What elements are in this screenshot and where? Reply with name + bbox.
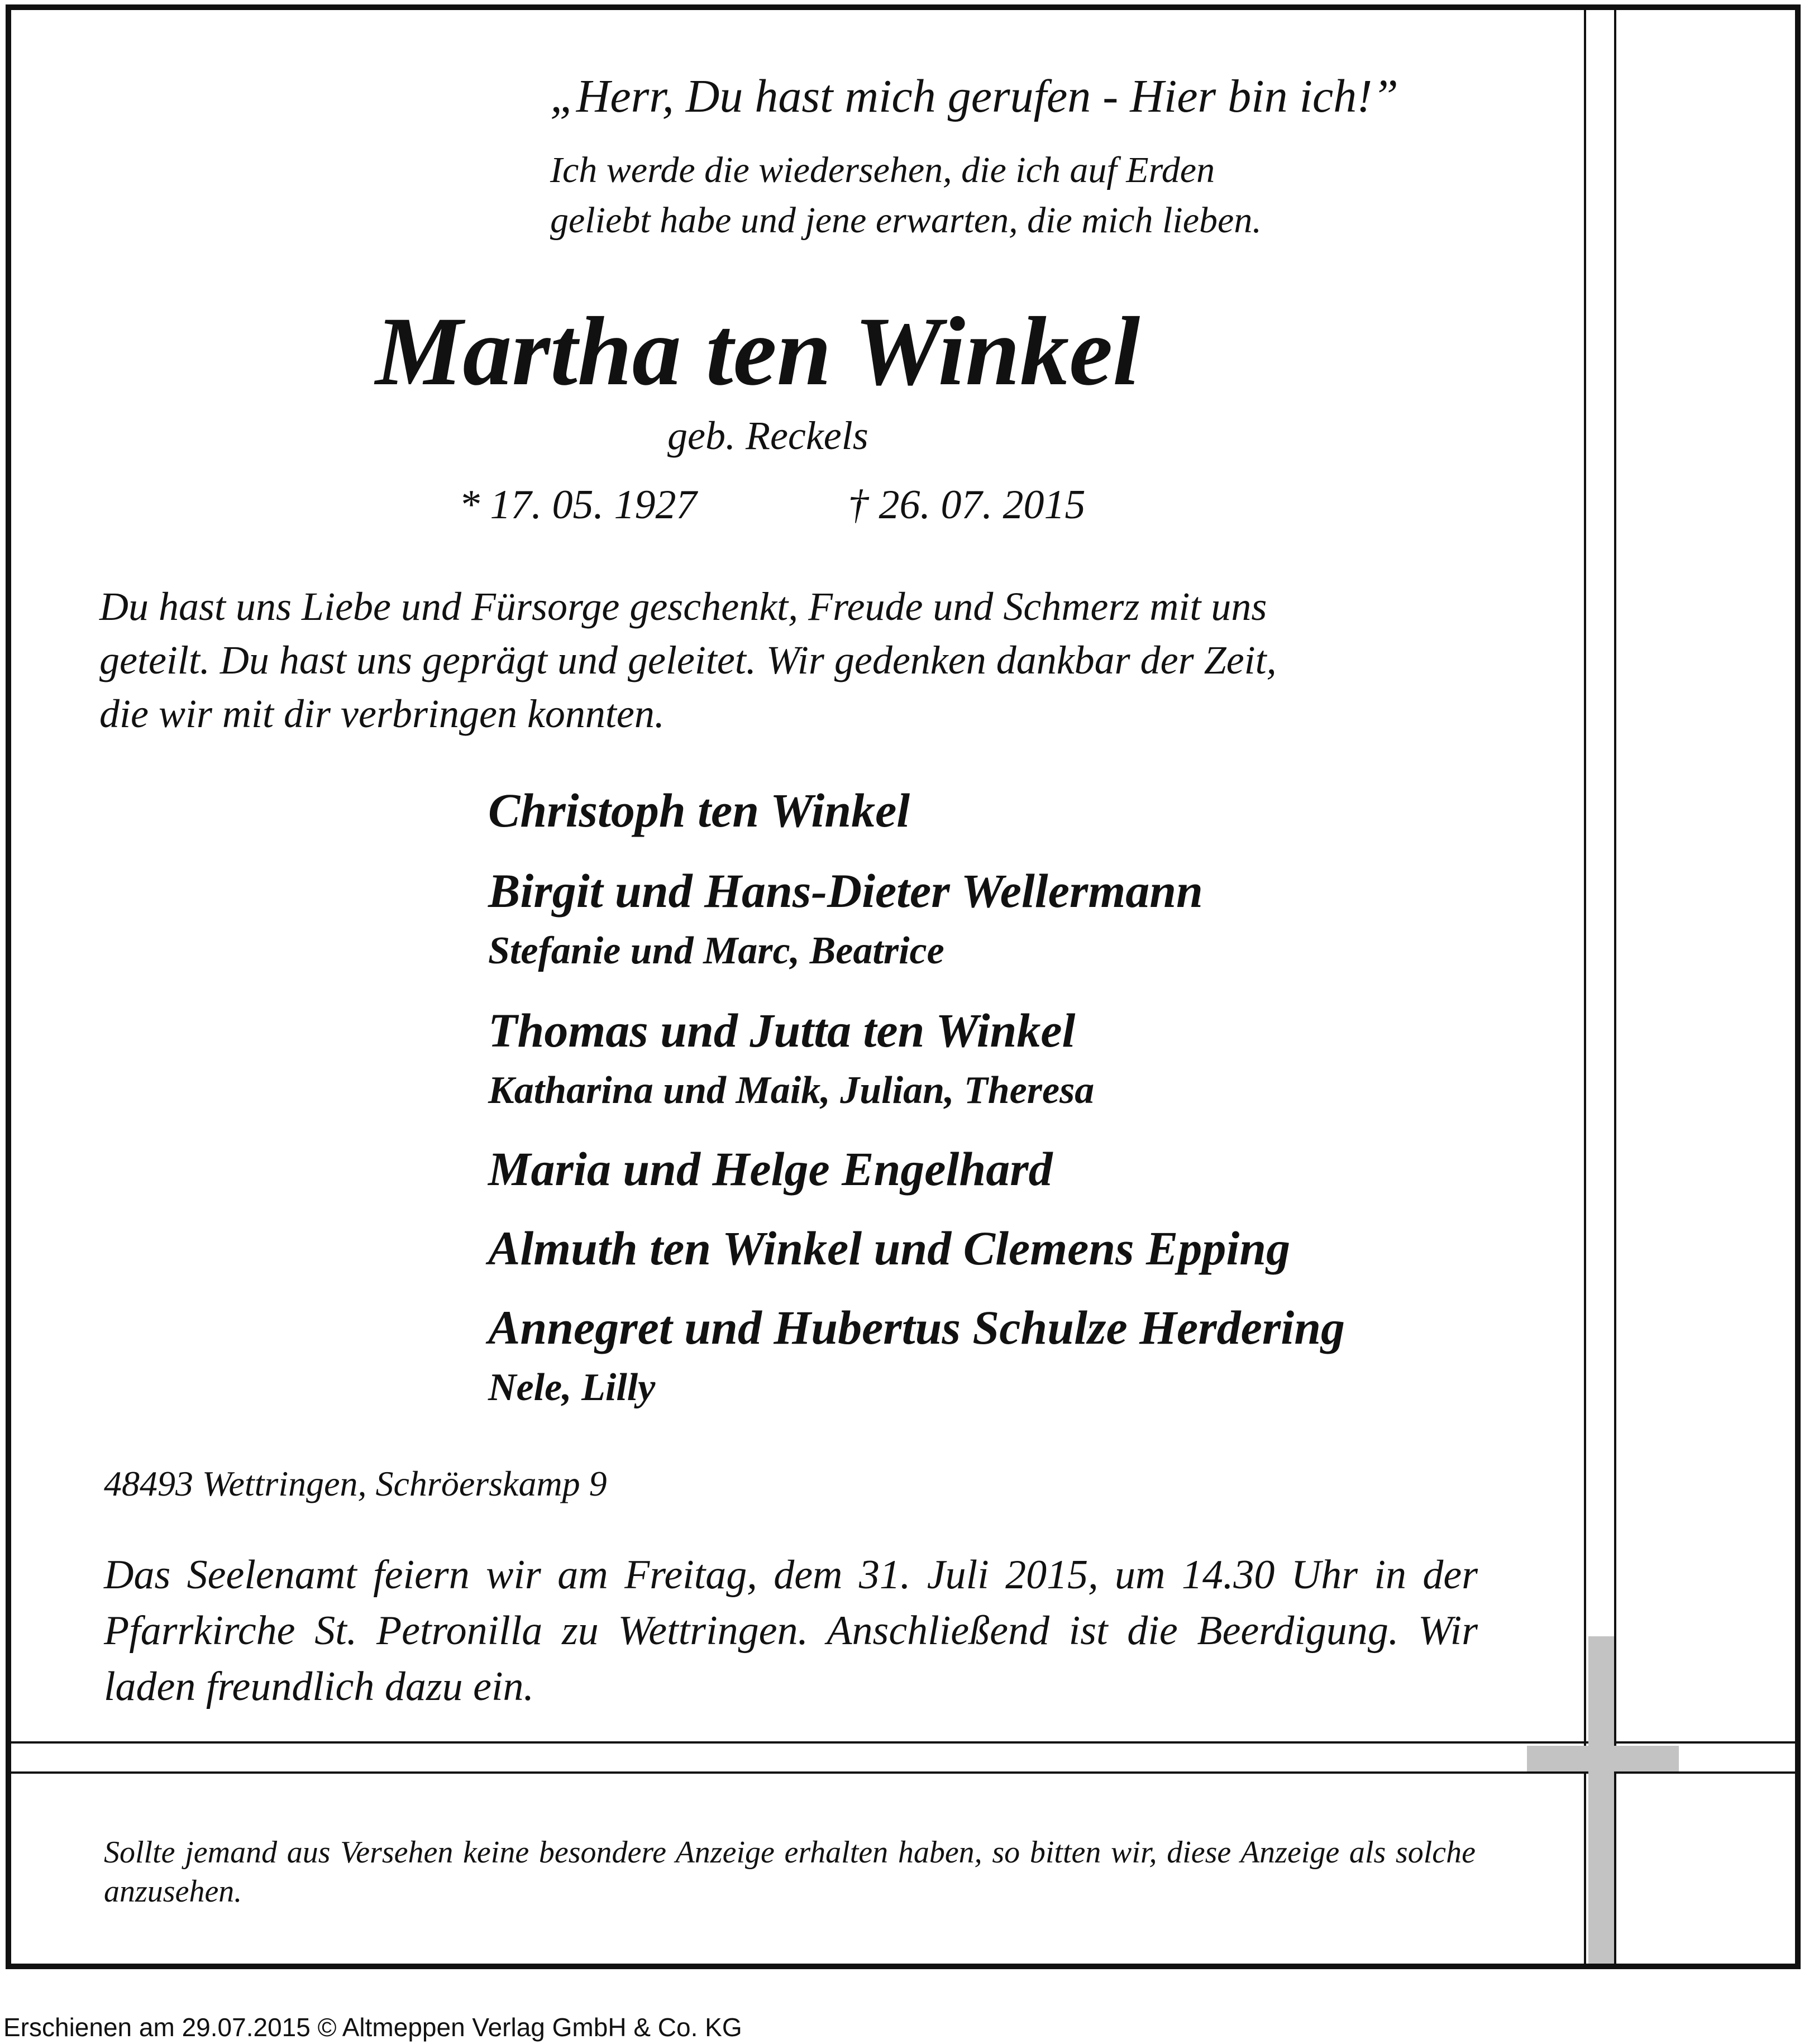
horizontal-divider-upper xyxy=(11,1741,1795,1744)
family-member-line: Thomas und Jutta ten Winkel xyxy=(488,1004,1076,1057)
bible-quote: „Herr, Du hast mich gerufen - Hier bin ich!” xyxy=(550,70,1398,122)
family-address: 48493 Wettringen, Schröerskamp 9 xyxy=(104,1464,607,1503)
birth-name: geb. Reckels xyxy=(667,413,868,458)
family-member-line: Annegret und Hubertus Schulze Herdering xyxy=(488,1301,1345,1354)
family-grandchildren-line: Katharina und Maik, Julian, Theresa xyxy=(488,1069,1095,1112)
cross-icon-vertical-beam xyxy=(1588,1636,1614,1964)
death-date: † 26. 07. 2015 xyxy=(848,482,1086,528)
family-member-line: Almuth ten Winkel und Clemens Epping xyxy=(488,1221,1291,1275)
horizontal-divider-lower xyxy=(11,1771,1795,1774)
birth-date: * 17. 05. 1927 xyxy=(459,482,697,528)
tribute-text: Du hast uns Liebe und Fürsorge geschenkt, Freude und Schmerz mit uns geteilt. Du hast uns geprägt und geleitet. Wir gedenken dankbar der Zeit, die wir mit dir verbringen konnten. xyxy=(99,584,1277,736)
vertical-divider-inner xyxy=(1584,10,1586,1964)
family-grandchildren-line: Stefanie und Marc, Beatrice xyxy=(488,929,944,972)
quote-subtext: Ich werde die wiedersehen, die ich auf Erden geliebt habe und jene erwarten, die mich lieben. xyxy=(550,150,1262,241)
vertical-divider-outer xyxy=(1614,10,1616,1964)
notice-text: Sollte jemand aus Versehen keine besondere Anzeige erhalten haben, so bitten wir, diese Anzeige als solche anzusehen. xyxy=(104,1835,1476,1909)
publication-footer: Erschienen am 29.07.2015 © Altmeppen Verlag GmbH & Co. KG xyxy=(3,2013,742,2042)
family-member-line: Christoph ten Winkel xyxy=(488,784,910,837)
family-grandchildren-line: Nele, Lilly xyxy=(488,1366,656,1409)
family-member-line: Maria und Helge Engelhard xyxy=(488,1142,1053,1196)
service-announcement: Das Seelenamt feiern wir am Freitag, dem 31. Juli 2015, um 14.30 Uhr in der Pfarrkirche St. Petronilla zu Wettringen. Anschließend ist die Beerdigung. Wir laden freundlich dazu ein. xyxy=(104,1552,1478,1709)
cross-icon-horizontal-beam xyxy=(1527,1746,1679,1771)
family-member-line: Birgit und Hans-Dieter Wellermann xyxy=(488,864,1203,918)
deceased-name: Martha ten Winkel xyxy=(375,297,1140,406)
